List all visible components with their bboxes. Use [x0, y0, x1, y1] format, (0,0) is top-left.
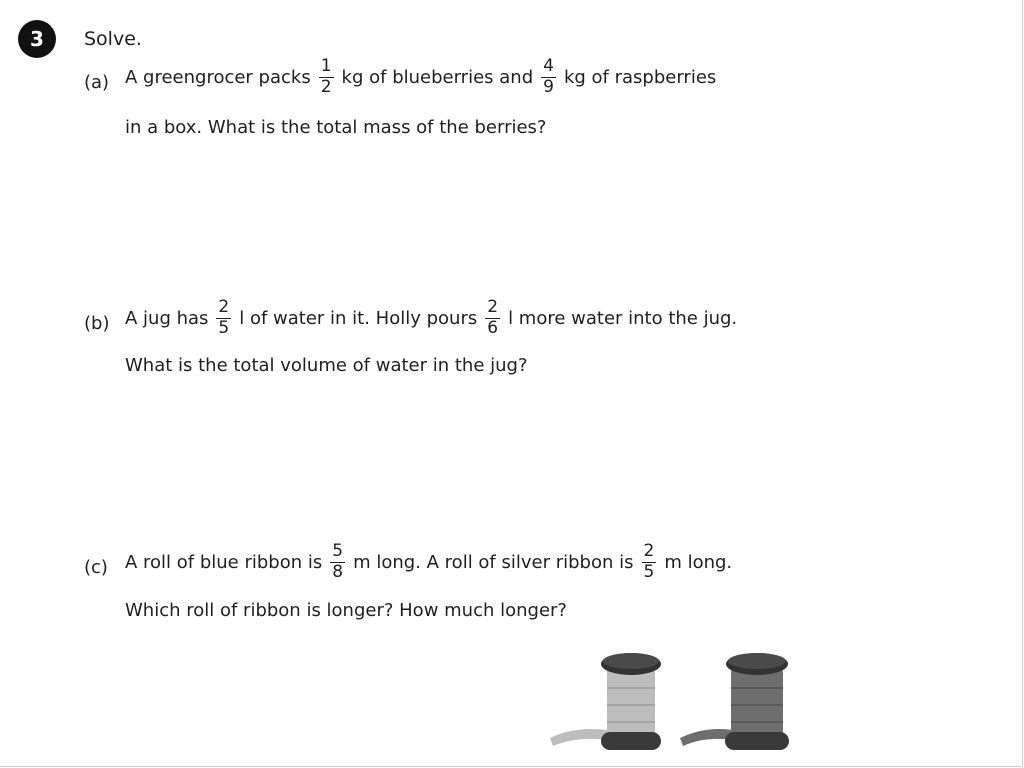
- instruction-text: Solve.: [84, 28, 142, 50]
- silver-spool-bottom-cap: [601, 732, 661, 750]
- fraction-denominator: 2: [320, 76, 332, 97]
- fraction-five-eighths: [330, 543, 345, 582]
- question-number-badge: 3: [18, 20, 56, 58]
- fraction-denominator: 8: [332, 561, 344, 582]
- fraction-two-fifths: [216, 299, 231, 338]
- fraction-two-fifths-c: [642, 543, 657, 582]
- fraction-numerator: 1: [320, 56, 332, 76]
- fraction-denominator: 9: [543, 76, 554, 97]
- ribbon-spools-illustration: [545, 650, 795, 760]
- fraction-numerator: 4: [543, 56, 554, 76]
- fraction-numerator: 2: [643, 541, 655, 561]
- fraction-numerator: 5: [332, 541, 344, 561]
- silver-ribbon-spool-icon: [550, 653, 661, 750]
- fraction-denominator: 5: [643, 561, 655, 582]
- part-b-text-1: A jug has: [125, 307, 209, 329]
- fraction-numerator: 2: [218, 297, 230, 317]
- part-b-line-2: What is the total volume of water in the jug?: [125, 355, 528, 376]
- silver-ribbon-roll: [607, 668, 655, 738]
- part-b-text-2: l of water in it. Holly pours: [239, 307, 478, 329]
- part-c-text-3: m long.: [664, 551, 733, 573]
- part-c-line-1: [125, 543, 732, 582]
- fraction-denominator: 6: [487, 317, 499, 338]
- fraction-four-ninths: [541, 58, 556, 97]
- fraction-one-half: [319, 58, 334, 97]
- part-b-text-3: l more water into the jug.: [508, 307, 738, 329]
- part-c-text-1: A roll of blue ribbon is: [125, 551, 323, 573]
- fraction-two-sixths: [485, 299, 500, 338]
- part-c-label: (c): [84, 557, 108, 578]
- blue-ribbon-tail: [680, 729, 733, 746]
- part-a-line-2: in a box. What is the total mass of the berries?: [125, 117, 547, 138]
- part-c-text-2: m long. A roll of silver ribbon is: [353, 551, 634, 573]
- part-a-label: (a): [84, 72, 110, 93]
- part-a-line-1: [125, 58, 716, 97]
- part-a-text-1: A greengrocer packs: [125, 66, 311, 88]
- blue-ribbon-roll: [731, 668, 783, 738]
- part-b-label: (b): [84, 313, 110, 334]
- fraction-denominator: 5: [218, 317, 230, 338]
- part-a-text-3: kg of raspberries: [563, 66, 717, 88]
- blue-ribbon-spool-icon: [680, 653, 789, 750]
- blue-spool-bottom-cap: [725, 732, 789, 750]
- part-a-text-2: kg of blueberries and: [341, 66, 534, 88]
- fraction-numerator: 2: [487, 297, 499, 317]
- part-b-line-1: [125, 299, 737, 338]
- part-c-line-2: Which roll of ribbon is longer? How much longer?: [125, 600, 567, 621]
- silver-ribbon-tail: [550, 729, 607, 746]
